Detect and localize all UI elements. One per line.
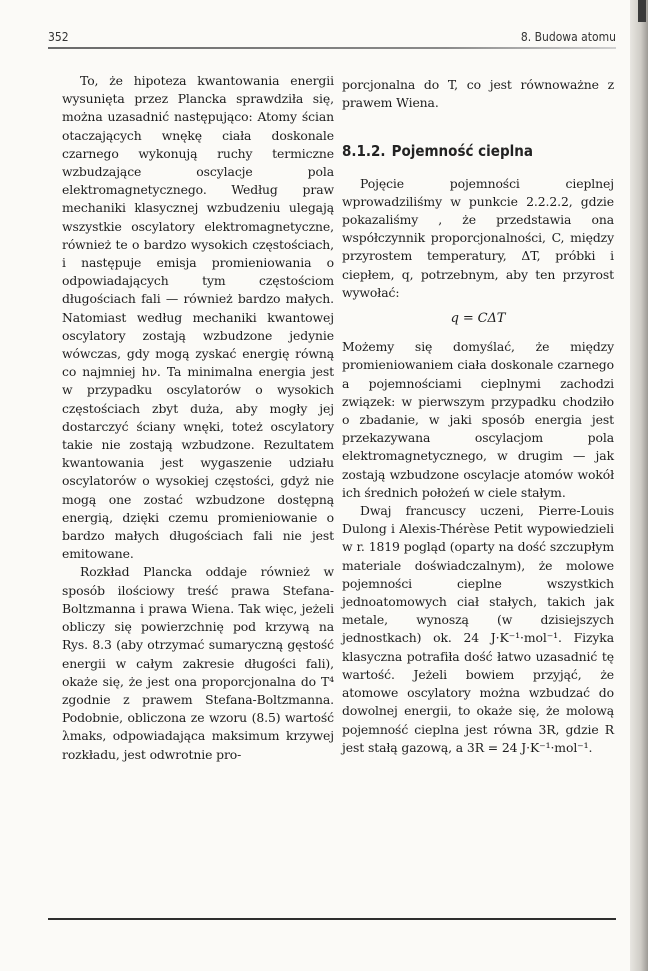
- section-number: 8.1.2.: [342, 142, 386, 161]
- paragraph-dulong-petit: Dwaj francuscy uczeni, Pierre-Louis Dulong i Alexis-Thérèse Petit wypowiedzieli w r. 1819 pogląd (oparty na dość szczupłym materiale doświadczalnym), że molowe pojemności cieplne wszystkich jednoatomowych ciał stałych, takich jak metale, wynoszą (w dzisiejszych jednostkach) ok. 24 J·K⁻¹·mol⁻¹. Fizyka klasyczna potrafiła dość łatwo uzasadnić tę wartość. Jeżeli bowiem przyjąć, że atomowe oscylatory można wzbudzać do dowolnej energii, to okaże się, że molową pojemność cieplna jest równa 3R, gdzie R jest stałą gazową, a 3R = 24 J·K⁻¹·mol⁻¹.: [342, 503, 614, 755]
- paragraph-quantization: To, że hipoteza kwantowania energii wysunięta przez Plancka sprawdziła się, można uzasadnić następująco: Atomy ścian otaczających wnękę ciała doskonale czarnego wykonują ruchy termiczne wzbudzające oscylacje pola elektromagnetycznego. Według praw mechaniki klasycznej wzbudzeniu ulegają wszystkie oscylatory elektromagnetyczne, również te o bardzo wysokich częstościach, i następuje emisja promieniowania o odpowiadających tym częstościom długościach fali — również bardzo małych. Natomiast według mechaniki kwantowej oscylatory zostają wzbudzone jedynie wówczas, gdy mogą zyskać energię równą co najmniej hν. Ta minimalna energia jest w przypadku oscylatorów o wysokich częstościach zbyt duża, aby mogły jej dostarczyć ściany wnęki, toteż oscylatory takie nie zostają wzbudzone. Rezultatem kwantowania jest wygaszenie udziału oscylatorów o wysokiej częstości, gdyż nie mogą one zostać wzbudzone dostępną energią, dzięki czemu promieniowanie o bardzo małych długościach fali nie jest emitowane.: [62, 73, 334, 562]
- running-header: [48, 28, 616, 48]
- paragraph-continuation: porcjonalna do T, co jest równoważne z prawem Wiena.: [342, 77, 614, 111]
- section-title: Pojemność cieplna: [391, 142, 533, 161]
- corner-mark: [638, 0, 646, 22]
- section-heading: [342, 142, 614, 160]
- paragraph-heat-capacity-definition: Pojęcie pojemności cieplnej wprowadziliśmy w punkcie 2.2.2.2, gdzie pokazaliśmy , że przedstawia ona współczynnik proporcjonalności, C, między przyrostem temperatury, ΔT, próbki i ciepłem, q, potrzebnym, aby ten przyrost wywołać:: [342, 175, 614, 300]
- footer-rule: [48, 918, 616, 920]
- running-section-title: 8. Budowa atomu: [520, 30, 616, 44]
- paragraph-planck-distribution: Rozkład Plancka oddaje również w sposób ilościowy treść prawa Stefana-Boltzmanna i prawa Wiena. Tak więc, jeżeli obliczy się powierzchnię pod krzywą na Rys. 8.3 (aby otrzymać sumaryczną gęstość energii w całym zakresie długości fali), okaże się, że jest ona proporcjonalna do T⁴ zgodnie z prawem Stefana-Boltzmanna. Podobnie, obliczona ze wzoru (8.5) wartość λmaks, odpowiadająca maksimum krzywej rozkładu, jest odwrotnie pro-: [62, 564, 334, 762]
- formula-heat-capacity: q = CΔT: [450, 311, 506, 327]
- header-rule: [48, 47, 616, 49]
- left-column: [62, 72, 334, 764]
- paragraph-blackbody-relation: Możemy się domyślać, że między promieniowaniem ciała doskonale czarnego a pojemnościami cieplnymi zachodzi związek: w pierwszym przypadku chodziło o zbadanie, w jaki sposób energia jest przekazywana oscylacjom pola elektromagnetycznego, w drugim — jak zostają wzbudzone oscylacje atomów wokół ich średnich położeń w ciele stałym.: [342, 339, 614, 500]
- page-number: 352: [48, 30, 69, 44]
- right-column: [342, 76, 614, 757]
- page-edge-shadow: [630, 0, 648, 971]
